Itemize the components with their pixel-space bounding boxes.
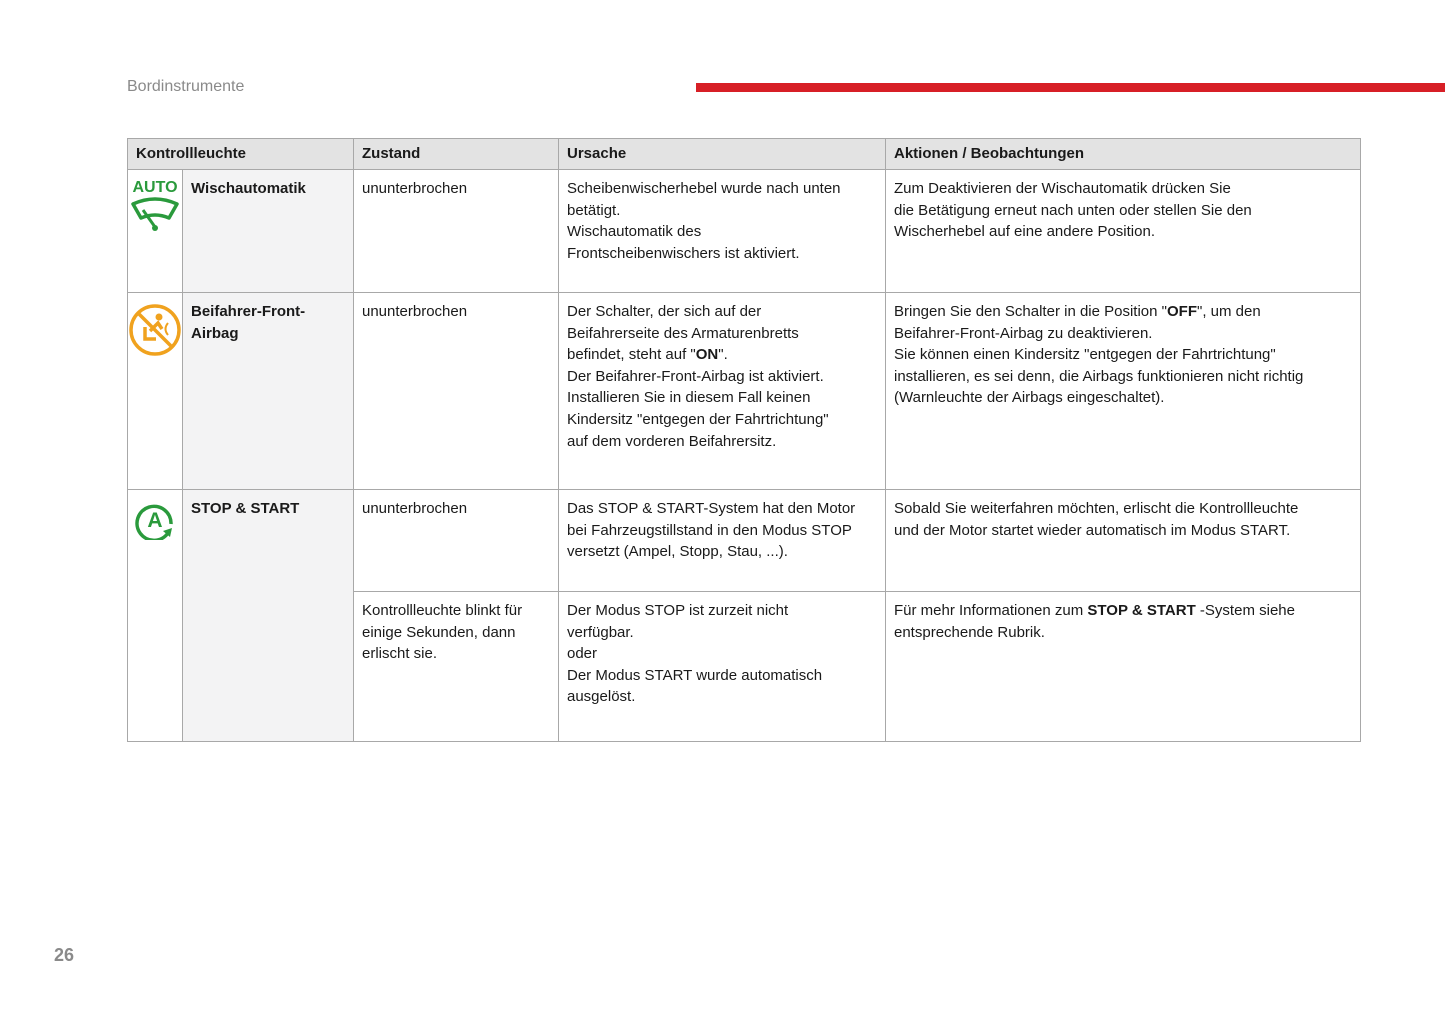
- icon-cell: [128, 293, 183, 490]
- text-line: Das STOP & START-System hat den Motor: [567, 500, 856, 517]
- cause-cell: [559, 170, 886, 293]
- text-part: ".: [718, 346, 728, 364]
- page-number: 26: [54, 945, 75, 965]
- text-line: Sie können einen Kindersitz "entgegen der Fahrtrichtung": [894, 346, 1276, 364]
- text-part: Bringen Sie den Schalter in die Position ": [894, 303, 1167, 320]
- light-name: STOP & START: [183, 490, 354, 742]
- table-row: [128, 170, 1361, 293]
- state-cell: ununterbrochen: [354, 490, 559, 592]
- col-header: Zustand: [354, 139, 559, 170]
- light-name: Beifahrer-Front-Airbag: [183, 293, 354, 490]
- text-line: Kindersitz "entgegen der Fahrtrichtung": [567, 410, 829, 428]
- text-line: Zum Deaktivieren der Wischautomatik drücken Sie: [894, 180, 1231, 197]
- table-row: [128, 293, 1361, 490]
- warning-lights-table: [127, 138, 1361, 742]
- text-line: Der Modus START wurde automatisch: [567, 666, 823, 684]
- auto-wiper-icon: AUTO: [128, 180, 182, 241]
- action-cell: [886, 592, 1361, 742]
- text-line: Der Modus STOP ist zurzeit nicht: [567, 602, 789, 619]
- text-line: bei Fahrzeugstillstand in den Modus STOP: [567, 521, 852, 539]
- cause-cell: [559, 293, 886, 490]
- icon-cell: [128, 490, 183, 742]
- bold-text: OFF: [1167, 303, 1197, 320]
- stop-start-icon: [132, 500, 178, 540]
- table-header: [128, 139, 1361, 170]
- text-line: betätigt.: [567, 201, 621, 219]
- text-line: Sobald Sie weiterfahren möchten, erlischt die Kontrollleuchte: [894, 500, 1299, 517]
- text-part: befindet, steht auf ": [567, 346, 696, 364]
- col-header: Aktionen / Beobachtungen: [886, 139, 1361, 170]
- text-line: Beifahrer-Front-Airbag zu deaktivieren.: [894, 324, 1153, 342]
- text-line: einige Sekunden, dann: [362, 623, 516, 641]
- section-title: Bordinstrumente: [127, 78, 245, 95]
- header-accent-bar: [696, 83, 1445, 92]
- text-line: Beifahrerseite des Armaturenbretts: [567, 324, 799, 342]
- text-part: ", um den: [1197, 303, 1261, 320]
- text-line: Wischerhebel auf eine andere Position.: [894, 223, 1155, 241]
- text-line: oder: [567, 645, 598, 663]
- text-line: Scheibenwischerhebel wurde nach unten: [567, 180, 841, 197]
- text-line: ausgelöst.: [567, 688, 636, 706]
- cause-cell: [559, 490, 886, 592]
- text-line: Der Beifahrer-Front-Airbag ist aktiviert.: [567, 367, 824, 385]
- table-row: [128, 490, 1361, 592]
- text-line: (Warnleuchte der Airbags eingeschaltet).: [894, 389, 1165, 407]
- text-line: Der Schalter, der sich auf der: [567, 303, 762, 320]
- text-line: auf dem vorderen Beifahrersitz.: [567, 432, 777, 450]
- action-cell: [886, 170, 1361, 293]
- text-line: [894, 600, 1352, 622]
- text-part: -System siehe: [1195, 602, 1295, 619]
- cause-cell: [559, 592, 886, 742]
- text-line: erlischt sie.: [362, 645, 438, 663]
- state-cell: ununterbrochen: [354, 170, 559, 293]
- text-line: [894, 301, 1352, 323]
- text-line: Installieren Sie in diesem Fall keinen: [567, 389, 811, 407]
- action-cell: [886, 490, 1361, 592]
- text-line: und der Motor startet wieder automatisch im Modus START.: [894, 521, 1291, 539]
- state-cell: ununterbrochen: [354, 293, 559, 490]
- col-header: Kontrollleuchte: [128, 139, 354, 170]
- bold-text: ON: [695, 346, 719, 364]
- svg-text:A: A: [147, 509, 163, 532]
- passenger-airbag-off-icon: [128, 303, 182, 357]
- text-part: Für mehr Informationen zum: [894, 602, 1088, 619]
- text-line: entsprechende Rubrik.: [894, 623, 1045, 641]
- action-cell: [886, 293, 1361, 490]
- text-line: die Betätigung erneut nach unten oder stellen Sie den: [894, 201, 1252, 219]
- text-line: Kontrollleuchte blinkt für: [362, 602, 523, 619]
- col-header: Ursache: [559, 139, 886, 170]
- light-name: Wischautomatik: [183, 170, 354, 293]
- bold-text: STOP & START: [1087, 602, 1196, 619]
- text-line: [567, 344, 877, 366]
- text-line: Frontscheibenwischers ist aktiviert.: [567, 244, 800, 262]
- text-line: versetzt (Ampel, Stopp, Stau, ...).: [567, 543, 788, 561]
- icon-cell: [128, 170, 183, 293]
- text-line: verfügbar.: [567, 623, 634, 641]
- text-line: installieren, es sei denn, die Airbags funktionieren nicht richtig: [894, 367, 1304, 385]
- state-cell: [354, 592, 559, 742]
- text-line: Wischautomatik des: [567, 223, 702, 241]
